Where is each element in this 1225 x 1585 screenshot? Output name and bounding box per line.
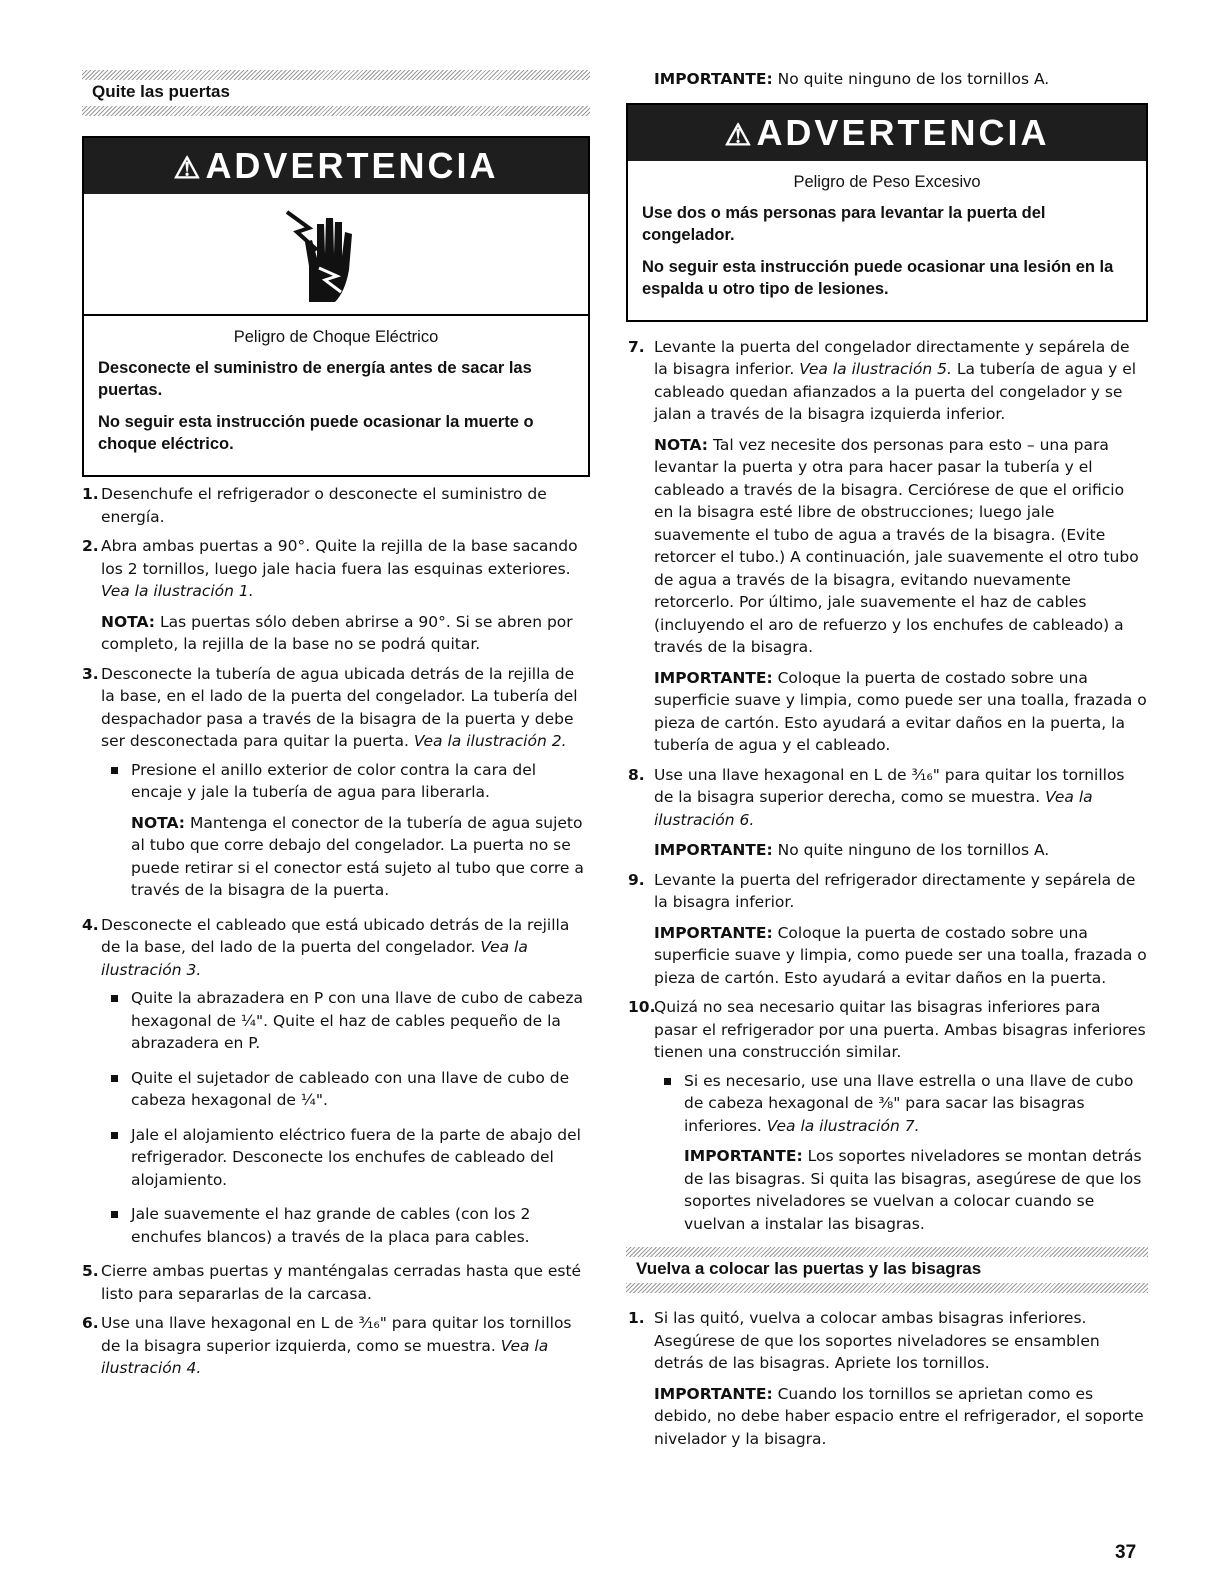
figure-reference: Vea la ilustración 6. bbox=[654, 788, 1093, 829]
warning-triangle-icon: ⚠ bbox=[724, 118, 755, 152]
warning-heading: ADVERTENCIA bbox=[205, 145, 499, 186]
warning-line: Desconecte el suministro de energía antes de sacar las puertas. bbox=[98, 359, 532, 399]
step-item: 5. Cierre ambas puertas y manténgalas cerradas hasta que esté listo para separarlas de la carcasa. bbox=[82, 1262, 582, 1303]
warning-line: Use dos o más personas para levantar la puerta del congelador. bbox=[642, 203, 1046, 244]
step-item: 10. Quizá no sea necesario quitar las bisagras inferiores para pasar el refrigerador por una puerta. Ambas bisagras inferiores tienen una construcción similar. Si es necesario, use una llave estrella o una llave de cubo de cabeza hexagonal de ⅜" para sacar las bisagras inferiores. Vea la ilustración 7. IMPORTANTE: Los soportes niveladores se montan detrás de las bisagras. Si quita las bisagras, asegúrese de que los soportes niveladores se vuelvan a colocar cuando se vuelvan a instalar las bisagras. bbox=[628, 996, 1148, 1235]
step-item: 4. Desconecte el cableado que está ubicado detrás de la rejilla de la base, del lado de la puerta del congelador. Vea la ilustración 3. Quite la abrazadera en P con una llave de cubo de cabeza hexagonal de ¼". Quite el haz de cables pequeño de la abrazadera en P. Quite el sujetador de cableado con una llave de cubo de cabeza hexagonal de ¼". Jale el alojamiento eléctrico fuera de la parte de abajo del refrigerador. Desconecte los enchufes de cableado del alojamiento. Jale suavemente el haz grande de cables (con los 2 enchufes blancos) a través de la placa para cables. bbox=[82, 914, 590, 1249]
warning-heading: ADVERTENCIA bbox=[756, 111, 1050, 153]
figure-reference: Vea la ilustración 2. bbox=[413, 732, 567, 750]
bullet-item: Presione el anillo exterior de color contra la cara del encaje y jale la tubería de agua para liberarla. NOTA: Mantenga el conector de la tubería de agua sujeto al tubo que corre debajo del congelador. La puerta no se puede retirar si el conector está sujeto al tubo que corre a través de la bisagra de la puerta. bbox=[101, 759, 590, 902]
step-item: 7. Levante la puerta del congelador directamente y sepárela de la bisagra inferior. Vea la ilustración 5. La tubería de agua y el cableado quedan afianzados a la puerta del congelador y se jalan a través de la bisagra izquierda inferior. NOTA: Tal vez necesite dos personas para esto – una para levantar la puerta y otra para hacer pasar la tubería y el cableado a través de la bisagra. Cerciórese de que el orificio en la bisagra esté libre de obstrucciones; luego jale suavemente el tubo de agua a través de la bisagra. (Evite retorcer el tubo.) A continuación, jale suavemente el otro tubo de agua a través de la bisagra, evitando nuevamente retorcerlo. Por último, jale suavemente el haz de cables (incluyendo el aro de refuerzo y los enchufes de cableado) a través de la bisagra. IMPORTANTE: Coloque la puerta de costado sobre una superficie suave y limpia, como puede ser una toalla, frazada o pieza de cartón. Esto ayudará a evitar daños en la puerta, la tubería de agua y el cableado. bbox=[628, 337, 1147, 754]
section-rule bbox=[82, 106, 590, 116]
section-rule bbox=[82, 70, 590, 80]
step-item: 9. Levante la puerta del refrigerador directamente y sepárela de la bisagra inferior. IMPORTANTE: Coloque la puerta de costado sobre una superficie suave y limpia, como puede ser una toalla, frazada o pieza de cartón. Esto ayudará a evitar daños en la puerta. bbox=[628, 870, 1147, 987]
figure-reference: Vea la ilustración 7. bbox=[766, 1116, 920, 1135]
step-item: 6. Use una llave hexagonal en L de ³⁄₁₆" para quitar los tornillos de la bisagra superior izquierda, como se muestra. Vea la ilustración 4. bbox=[82, 1314, 572, 1377]
figure-reference: Vea la ilustración 3. bbox=[101, 938, 528, 979]
section-title: Quite las puertas bbox=[92, 82, 230, 101]
bullet-icon bbox=[111, 1211, 118, 1218]
bullet-icon bbox=[664, 1078, 671, 1085]
section-rule bbox=[626, 1247, 1148, 1257]
left-column bbox=[82, 0, 590, 1387]
step-list bbox=[82, 483, 590, 1380]
figure-reference: Vea la ilustración 4. bbox=[101, 1336, 549, 1377]
hazard-title: Peligro de Choque Eléctrico bbox=[233, 328, 439, 346]
step-item: 1. Si las quitó, vuelva a colocar ambas bisagras inferiores. Asegúrese de que los soportes niveladores se ensamblen detrás de las bisagras. Apriete los tornillos. IMPORTANTE: Cuando los tornillos se aprietan como es debido, no debe haber espacio entre el refrigerador, el soporte nivelador y la bisagra. bbox=[628, 1309, 1144, 1448]
right-column: IMPORTANTE: No quite ninguno de los tornillos A. ⚠ADVERTENCIA Peligro de Peso Excesivo Use dos o más personas para levantar la puerta del congelador. No seguir esta instrucción puede ocasionar una lesión en la espalda u otro tipo de lesiones. 7. Levante la puerta del congelador directamente y sepárela de la bisagra inferior. Vea la ilustración 5. La tubería de agua y el cableado quedan afianzados a la puerta del congelador y se jalan a través de la bisagra izquierda inferior. NOTA: Tal vez necesite dos personas para esto – una para levantar la puerta y otra para hacer pasar la tubería y el cableado a través de la bisagra. Cerciórese de que el orificio en la bisagra esté libre de obstrucciones; luego jale suavemente el tubo de agua a través de la bisagra. (Evite retorcer el tubo.) A continuación, jale suavemente el otro tubo de agua a través de la bisagra, evitando nuevamente retorcerlo. Por último, jale suavemente el haz de cables (incluyendo el aro de refuerzo y los enchufes de cableado) a través de la bisagra. IMPORTANTE: Coloque la puerta de costado sobre una superficie suave y limpia, como puede ser una toalla, frazada o pieza de cartón. Esto ayudará a evitar daños en la puerta, la tubería de agua y el cableado. 8. Use una llave hexagonal en L de ³⁄₁₆" para quitar los tornillos de la bisagra superior derecha, como se muestra. Vea la ilustración 6. IMPORTANTE: No quite ninguno de los tornillos A. 9. Levante la puerta del refrigerador directamente y sepárela de la bisagra inferior. IMPORTANTE: Coloque la puerta de costado sobre una superficie suave y limpia, como puede ser una toalla, frazada o pieza de cartón. Esto ayudará a evitar daños en la puerta. 10. Quizá no sea necesario quitar las bisagras inferiores para pasar el refrigerador por una puerta. Ambas bisagras inferiores tienen una construcción similar. Si es necesario, use una llave estrella o una llave de cubo de cabeza hexagonal de ⅜" para sacar las bisagras inferiores. Vea la ilustración 7. IMPORTANTE: Los soportes niveladores se montan detrás de las bisagras. Si quita las bisagras, asegúrese de que los soportes niveladores se vuelvan a colocar cuando se vuelvan a instalar las bisagras. Vuelva a colocar las puertas y las bisagras 1. Si las quitó, vuelva a colocar ambas bisagras inferiores. Asegúrese de que los soportes niveladores se ensamblen detrás de las bisagras. Apriete los tornillos. IMPORTANTE: Cuando los tornillos se aprietan como es debido, no debe haber espacio entre el refrigerador, el soporte nivelador y la bisagra. bbox=[626, 0, 1148, 1457]
step-item: 2. Abra ambas puertas a 90°. Quite la rejilla de la base sacando los 2 tornillos, luego jale hacia fuera las esquinas exteriores. Vea la ilustración 1. NOTA: Las puertas sólo deben abrirse a 90°. Si se abren por completo, la rejilla de la base no se podrá quitar. bbox=[82, 537, 578, 653]
warning-line: No seguir esta instrucción puede ocasionar una lesión en la espalda u otro tipo de lesiones. bbox=[642, 257, 1114, 298]
bullet-item: Quite el sujetador de cableado con una llave de cubo de cabeza hexagonal de ¼". bbox=[101, 1067, 590, 1112]
bullet-item: Jale el alojamiento eléctrico fuera de la parte de abajo del refrigerador. Desconecte los enchufes de cableado del alojamiento. bbox=[101, 1124, 590, 1192]
bullet-item: Jale suavemente el haz grande de cables (con los 2 enchufes blancos) a través de la placa para cables. bbox=[101, 1203, 590, 1248]
bullet-icon bbox=[111, 1132, 118, 1139]
electric-shock-hand-icon bbox=[279, 206, 369, 306]
bullet-icon bbox=[111, 1075, 118, 1082]
bullet-item: Si es necesario, use una llave estrella o una llave de cubo de cabeza hexagonal de ⅜" para sacar las bisagras inferiores. Vea la ilustración 7. IMPORTANTE: Los soportes niveladores se montan detrás de las bisagras. Si quita las bisagras, asegúrese de que los soportes niveladores se vuelvan a colocar cuando se vuelvan a instalar las bisagras. bbox=[654, 1070, 1148, 1236]
step-list bbox=[626, 336, 1148, 1236]
hazard-title: Peligro de Peso Excesivo bbox=[793, 172, 981, 191]
section-rule bbox=[626, 1283, 1148, 1293]
bullet-icon bbox=[111, 767, 118, 774]
figure-reference: Vea la ilustración 5. bbox=[799, 360, 952, 378]
warning-line: No seguir esta instrucción puede ocasionar la muerte o choque eléctrico. bbox=[98, 413, 534, 453]
step-item: 1. Desenchufe el refrigerador o desconecte el suministro de energía. bbox=[82, 485, 547, 526]
step-item: 3. Desconecte la tubería de agua ubicada detrás de la rejilla de la base, en el lado de la puerta del congelador. La tubería del despachador pasa a través de la bisagra de la puerta y debe ser desconectada para quitar la puerta. Vea la ilustración 2. Presione el anillo exterior de color contra la cara del encaje y jale la tubería de agua para liberarla. NOTA: Mantenga el conector de la tubería de agua sujeto al tubo que corre debajo del congelador. La puerta no se puede retirar si el conector está sujeto al tubo que corre a través de la bisagra de la puerta. bbox=[82, 663, 590, 902]
warning-triangle-icon: ⚠ bbox=[173, 152, 204, 185]
step-item: 8. Use una llave hexagonal en L de ³⁄₁₆" para quitar los tornillos de la bisagra superior derecha, como se muestra. Vea la ilustración 6. IMPORTANTE: No quite ninguno de los tornillos A. bbox=[628, 765, 1125, 859]
page-number: 37 bbox=[1115, 1542, 1137, 1563]
section-title: Vuelva a colocar las puertas y las bisagras bbox=[636, 1259, 982, 1278]
excess-weight-warning bbox=[626, 103, 1148, 322]
electric-shock-warning bbox=[82, 136, 590, 477]
bullet-icon bbox=[111, 995, 118, 1002]
bullet-item: Quite la abrazadera en P con una llave de cubo de cabeza hexagonal de ¼". Quite el haz de cables pequeño de la abrazadera en P. bbox=[101, 987, 590, 1055]
figure-reference: Vea la ilustración 1. bbox=[101, 582, 254, 600]
